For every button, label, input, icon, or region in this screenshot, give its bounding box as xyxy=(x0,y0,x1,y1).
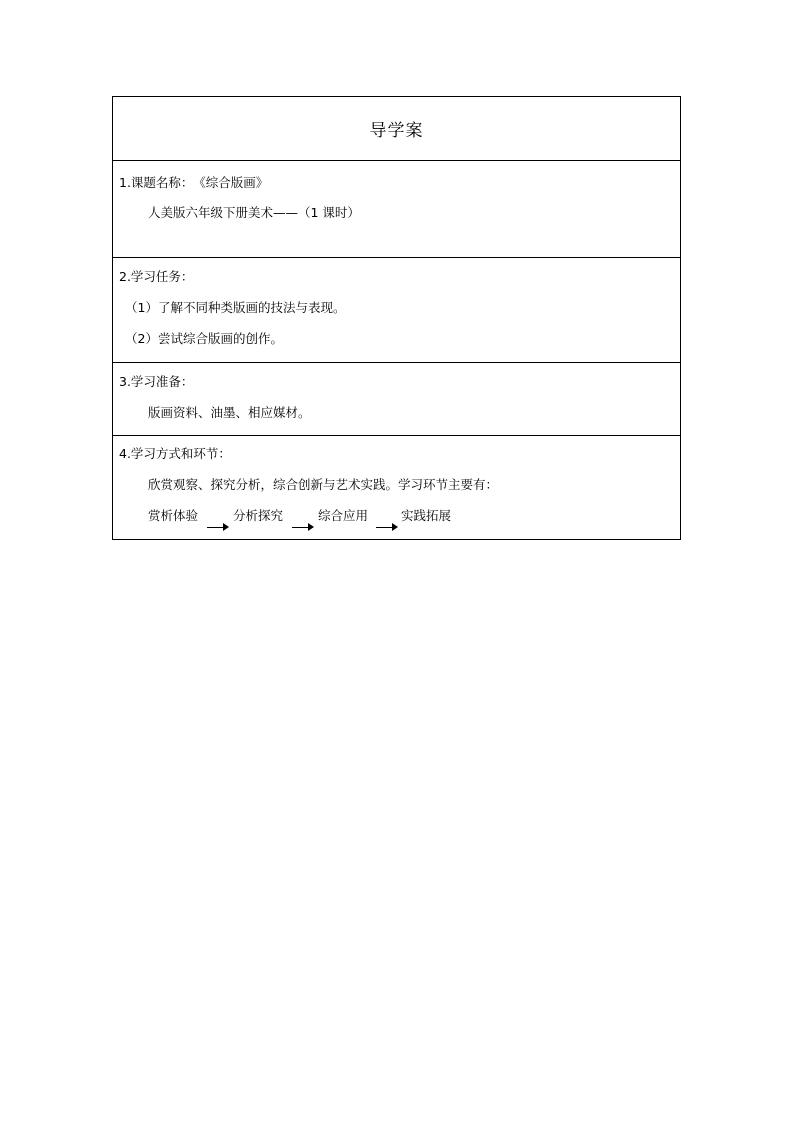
tasks-heading: 2.学习任务： xyxy=(119,269,194,284)
section-methods xyxy=(113,435,680,539)
section-tasks xyxy=(113,257,680,362)
topic-name: 《综合版画》 xyxy=(199,175,269,190)
methods-heading: 4.学习方式和环节： xyxy=(119,446,231,461)
lesson-plan-table xyxy=(112,96,681,540)
preparation-detail: 版画资料、油墨、相应媒材。 xyxy=(148,405,311,420)
step-4: 实践拓展 xyxy=(401,508,452,523)
section-preparation xyxy=(113,362,680,435)
task-item-2: （2）尝试综合版画的创作。 xyxy=(125,331,283,346)
step-1: 赏析体验 xyxy=(148,508,199,523)
topic-line xyxy=(119,175,268,191)
right-arrow-icon xyxy=(376,523,398,531)
topic-heading: 1.课题名称： xyxy=(119,175,194,190)
step-3: 综合应用 xyxy=(318,508,369,523)
document-title: 导学案 xyxy=(369,121,424,141)
task-item-1: （1）了解不同种类版画的技法与表现。 xyxy=(125,300,346,315)
title-row xyxy=(113,97,680,160)
right-arrow-icon xyxy=(292,523,314,531)
step-2: 分析探究 xyxy=(233,508,284,523)
methods-detail: 欣赏观察、探究分析，综合创新与艺术实践。学习环节主要有： xyxy=(148,477,499,492)
topic-detail: 人美版六年级下册美术——（1 课时） xyxy=(148,205,360,220)
section-topic xyxy=(113,160,680,257)
preparation-heading: 3.学习准备： xyxy=(119,374,194,389)
right-arrow-icon xyxy=(207,523,229,531)
